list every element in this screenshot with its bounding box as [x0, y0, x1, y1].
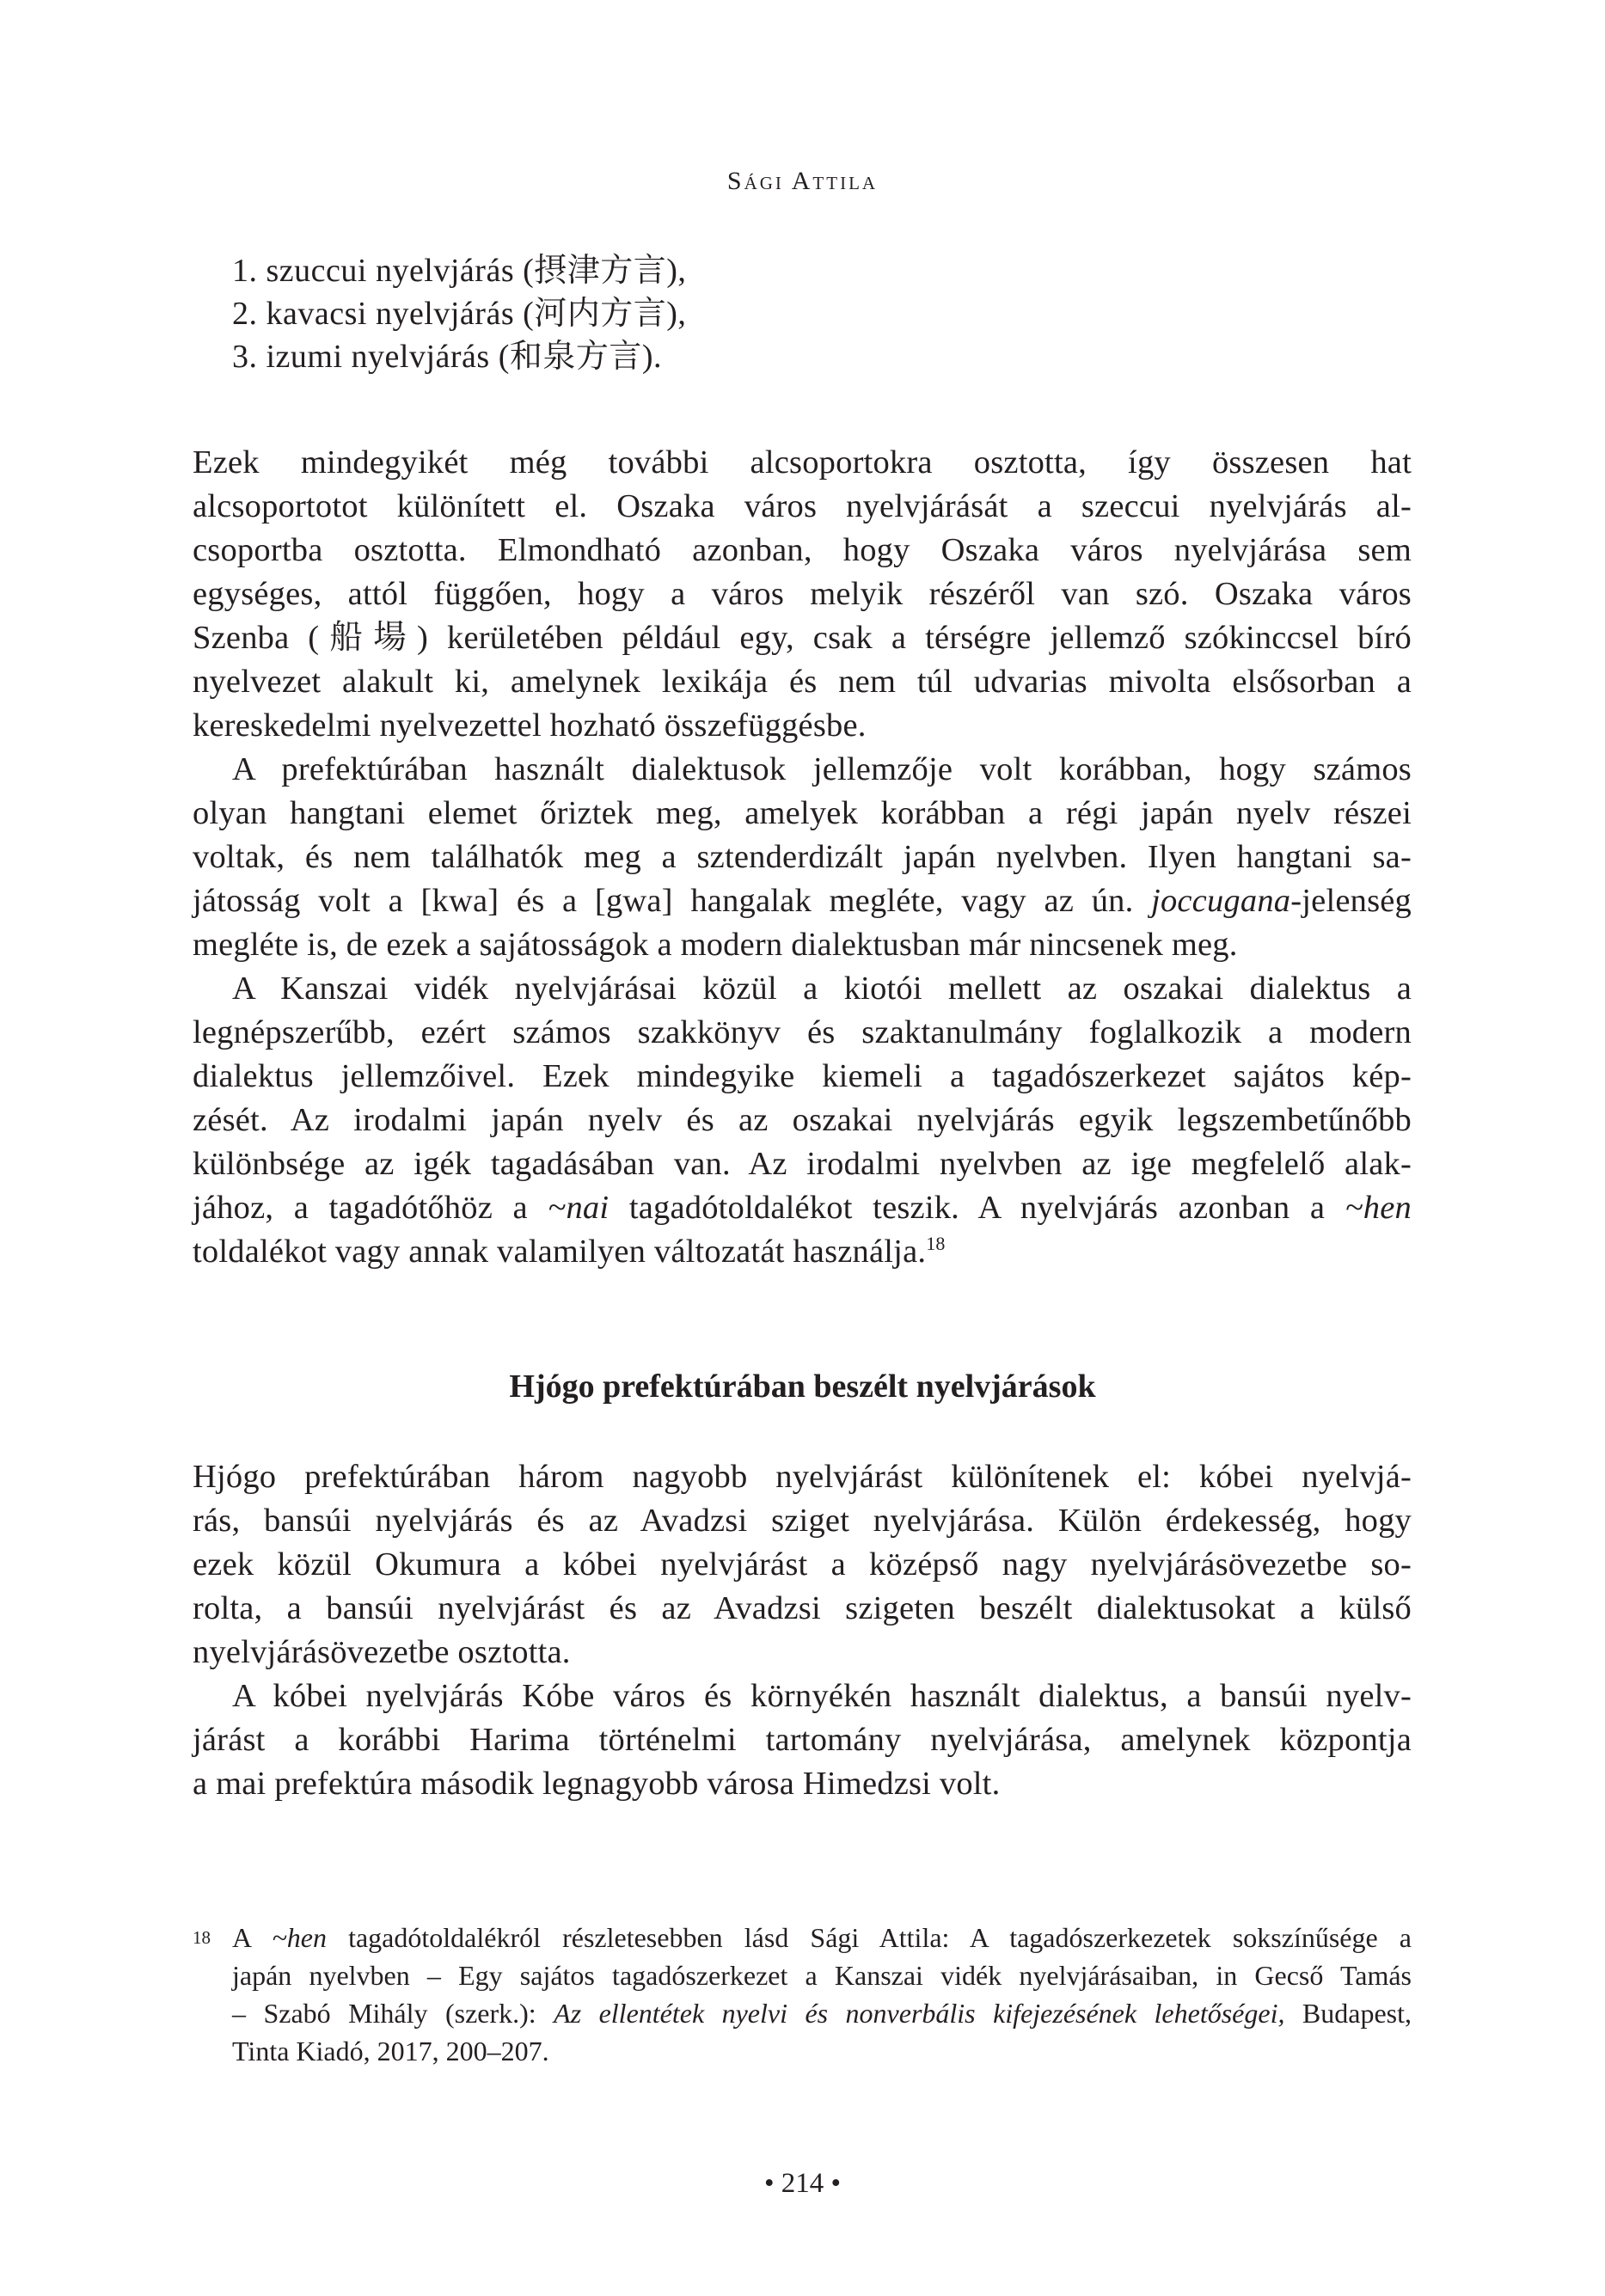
list-item: [232, 249, 1436, 292]
text-line: Hjógo prefektúrában három nagyobb nyelvjárást különítenek el: kóbei nyelvjá-: [193, 1459, 1412, 1495]
text-line: [193, 1186, 1412, 1230]
text-run: -jelenség: [1290, 883, 1412, 919]
paragraph: [193, 1455, 1412, 1675]
text-line: Szenba (船場) kerületében például egy, csak a térségre jellemző szókinccsel bíró: [193, 620, 1412, 656]
list-text: szuccui nyelvjárás (摂津方言),: [266, 253, 687, 289]
list-item: [232, 335, 1436, 378]
text-line: Ezek mindegyikét még további alcsoportokra osztotta, így összesen hat: [193, 444, 1412, 481]
footnote-reference[interactable]: 18: [926, 1233, 946, 1254]
text-line: [193, 879, 1412, 923]
text-line: [232, 1994, 1412, 2032]
text-line: A kóbei nyelvjárás Kóbe város és környékén használt dialektus, a bansúi nyelv-: [232, 1678, 1412, 1714]
list-number: 2.: [232, 296, 258, 332]
text-line: nyelvjárásövezetbe osztotta.: [193, 1634, 571, 1670]
text-line: csoportba osztotta. Elmondható azonban, hogy Oszaka város nyelvjárása sem: [193, 532, 1412, 568]
text-line: [232, 1919, 1412, 1956]
list-number: 1.: [232, 253, 258, 289]
text-line: japán nyelvben – Egy sajátos tagadószerkezet a Kanszai vidék nyelvjárásaiban, in Gecső Tamás: [232, 1960, 1412, 1991]
text-line: megléte is, de ezek a sajátosságok a modern dialektusban már nincsenek meg.: [193, 927, 1238, 963]
body-text-section-1: [193, 441, 1412, 1274]
text-run: tagadótoldalékról részletesebben lásd Sági Attila: A tagadószerkezetek sokszínűsége a: [326, 1922, 1412, 1953]
italic-term: joccugana: [1151, 883, 1291, 919]
list-text: kavacsi nyelvjárás (河内方言),: [266, 296, 687, 332]
text-line: ezek közül Okumura a kóbei nyelvjárást a középső nagy nyelvjárásövezetbe so-: [193, 1546, 1412, 1583]
text-line: egységes, attól függően, hogy a város melyik részéről van szó. Oszaka város: [193, 576, 1412, 612]
italic-term: ~nai: [548, 1190, 610, 1226]
text-line: dialektus jellemzőivel. Ezek mindegyike kiemeli a tagadószerkezet sajátos kép-: [193, 1058, 1412, 1094]
body-text-section-2: [193, 1455, 1412, 1806]
page-number: • 214 •: [763, 2168, 842, 2199]
footnote-number: 18: [193, 1927, 211, 1948]
paragraph-continued: [193, 1718, 1412, 1806]
paragraph-continued: [193, 1011, 1412, 1274]
text-line: olyan hangtani elemet őriztek meg, amelyek korábban a régi japán nyelv részei: [193, 795, 1412, 831]
text-line: zését. Az irodalmi japán nyelv és az oszakai nyelvjárás egyik legszembetűnőbb: [193, 1102, 1412, 1138]
text-line: nyelvezet alakult ki, amelynek lexikája és nem túl udvarias mivolta elsősorban a: [193, 664, 1412, 700]
text-line: járást a korábbi Harima történelmi tartomány nyelvjárása, amelynek központja: [193, 1722, 1412, 1758]
footnote-body: [232, 1919, 1412, 2070]
text-run: jához, a tagadótőhöz a: [193, 1190, 548, 1226]
list-text: izumi nyelvjárás (和泉方言).: [266, 339, 663, 375]
text-line: legnépszerűbb, ezért számos szakkönyv és szaktanulmány foglalkozik a modern: [193, 1014, 1412, 1050]
dialect-list: [232, 249, 1436, 378]
text-run: játosság volt a [kwa] és a [gwa] hangalak megléte, vagy az ún.: [193, 883, 1152, 919]
running-head: Sági Attila: [726, 167, 879, 195]
text-run: A: [232, 1922, 273, 1953]
paragraph-continued: [193, 792, 1412, 967]
text-line: különbsége az igék tagadásában van. Az irodalmi nyelvben az ige megfelelő alak-: [193, 1146, 1412, 1182]
paragraph: [193, 441, 1412, 748]
text-run: tagadótoldalékot teszik. A nyelvjárás azonban a: [609, 1190, 1345, 1226]
footnote: [193, 1919, 1412, 2070]
text-line: A Kanszai vidék nyelvjárásai közül a kiotói mellett az oszakai dialektus a: [232, 970, 1412, 1007]
text-run: toldalékot vagy annak valamilyen változatát használja.: [193, 1234, 927, 1270]
paragraph: [193, 967, 1412, 1011]
text-run: – Szabó Mihály (szerk.):: [232, 1998, 554, 2029]
italic-term: ~hen: [1345, 1190, 1412, 1226]
text-line: Tinta Kiadó, 2017, 200–207.: [232, 2036, 549, 2066]
text-line: kereskedelmi nyelvezettel hozható összefüggésbe.: [193, 707, 867, 744]
text-line: voltak, és nem találhatók meg a sztenderdizált japán nyelvben. Ilyen hangtani sa-: [193, 839, 1412, 875]
text-line: a mai prefektúra második legnagyobb városa Himedzsi volt.: [193, 1766, 1001, 1802]
text-line: [193, 1230, 1412, 1274]
text-line: A prefektúrában használt dialektusok jellemzője volt korábban, hogy számos: [232, 751, 1412, 787]
text-line: rás, bansúi nyelvjárás és az Avadzsi sziget nyelvjárása. Külön érdekesség, hogy: [193, 1503, 1412, 1539]
paragraph: [193, 748, 1412, 792]
list-number: 3.: [232, 339, 258, 375]
italic-title: Az ellentétek nyelvi és nonverbális kifejezésének lehetőségei,: [554, 1998, 1285, 2029]
text-line: rolta, a bansúi nyelvjárást és az Avadzsi szigeten beszélt dialektusokat a külső: [193, 1590, 1412, 1626]
text-run: Budapest,: [1284, 1998, 1412, 2029]
section-heading: Hjógo prefektúrában beszélt nyelvjárások: [509, 1368, 1096, 1405]
list-item: [232, 292, 1436, 335]
italic-term: ~hen: [272, 1922, 327, 1953]
text-line: alcsoportotot különített el. Oszaka város nyelvjárását a szeccui nyelvjárás al-: [193, 488, 1412, 524]
paragraph: [193, 1675, 1412, 1718]
